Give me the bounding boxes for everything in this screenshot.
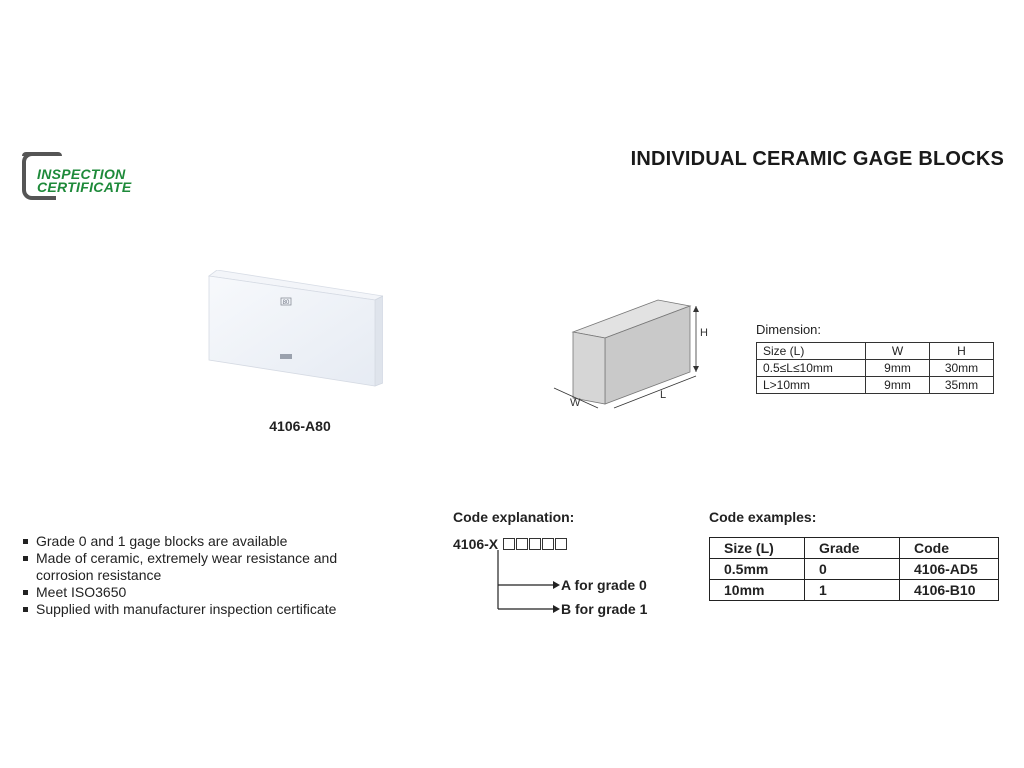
grade-a-text: A for grade 0 <box>561 577 647 593</box>
code-base: 4106-X <box>453 536 499 552</box>
table-cell: 4106-B10 <box>900 580 999 601</box>
list-item-continuation: corrosion resistance <box>36 567 162 583</box>
w-label: W <box>570 397 581 409</box>
table-header: W <box>866 343 930 360</box>
code-explanation-title: Code explanation: <box>453 509 575 525</box>
table-cell: 30mm <box>930 360 994 377</box>
table-row <box>710 538 999 559</box>
code-box <box>516 538 528 550</box>
list-item: Supplied with manufacturer inspection certificate <box>22 601 337 618</box>
table-row <box>710 559 999 580</box>
table-header: H <box>930 343 994 360</box>
table-cell: 1 <box>805 580 900 601</box>
diagram-front-face <box>573 332 605 404</box>
l-label: L <box>660 389 667 401</box>
table-cell: 9mm <box>866 360 930 377</box>
feature-list <box>22 533 337 618</box>
block-logo-mark <box>280 354 292 359</box>
logo-line-2: CERTIFICATE <box>37 179 132 195</box>
table-cell: 0 <box>805 559 900 580</box>
code-examples-table <box>709 537 999 601</box>
code-box <box>542 538 554 550</box>
grade-a-arrow-head <box>553 581 560 589</box>
inspection-certificate-logo <box>22 150 162 198</box>
table-cell: 0.5≤L≤10mm <box>757 360 866 377</box>
code-box <box>529 538 541 550</box>
block-side-face <box>375 296 383 386</box>
dimension-label: Dimension: <box>756 322 822 337</box>
dimension-table <box>756 342 994 394</box>
table-row <box>757 343 994 360</box>
table-header: Code <box>900 538 999 559</box>
page-title: INDIVIDUAL CERAMIC GAGE BLOCKS <box>630 148 1004 170</box>
code-box <box>503 538 515 550</box>
table-row <box>757 360 994 377</box>
table-row <box>710 580 999 601</box>
table-row <box>757 377 994 394</box>
table-cell: 4106-AD5 <box>900 559 999 580</box>
block-size-mark-text: 80 <box>282 300 290 306</box>
table-cell: 35mm <box>930 377 994 394</box>
h-arrow-top <box>693 306 699 312</box>
h-label: H <box>700 327 708 339</box>
code-examples-title: Code examples: <box>709 509 817 525</box>
product-model: 4106-A80 <box>269 418 331 434</box>
table-header: Grade <box>805 538 900 559</box>
grade-b-text: B for grade 1 <box>561 601 648 617</box>
code-explanation-arrows <box>490 550 565 616</box>
product-photo <box>207 270 383 388</box>
logo-line-1: INSPECTION <box>37 166 126 182</box>
table-header: Size (L) <box>757 343 866 360</box>
list-item: Meet ISO3650 <box>22 584 337 601</box>
grade-b-arrow-head <box>553 605 560 613</box>
list-item: Made of ceramic, extremely wear resistance and <box>22 550 337 567</box>
table-header: Size (L) <box>710 538 805 559</box>
table-cell: L>10mm <box>757 377 866 394</box>
logo-frame-top <box>22 152 62 156</box>
dimension-diagram <box>540 292 720 412</box>
table-cell: 9mm <box>866 377 930 394</box>
code-box <box>555 538 567 550</box>
table-cell: 10mm <box>710 580 805 601</box>
h-arrow-bottom <box>693 366 699 372</box>
list-item: Grade 0 and 1 gage blocks are available <box>22 533 337 550</box>
table-cell: 0.5mm <box>710 559 805 580</box>
